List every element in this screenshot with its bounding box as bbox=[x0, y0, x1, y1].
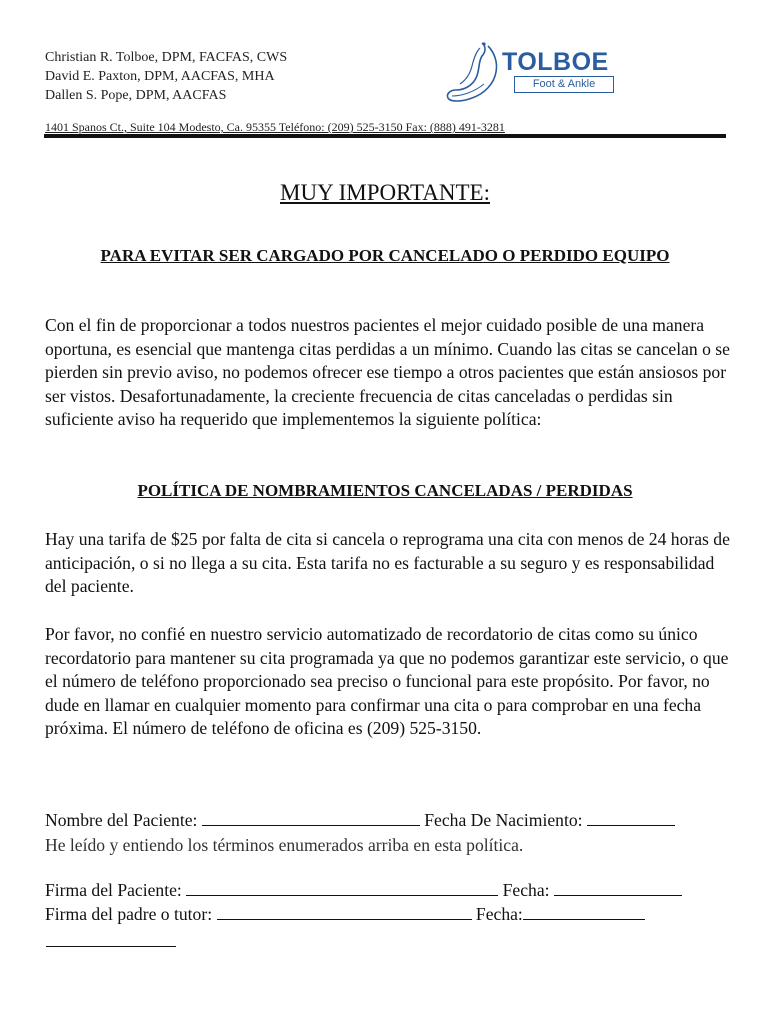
patient-signature-field[interactable] bbox=[186, 881, 498, 896]
doctor-name: Christian R. Tolboe, DPM, FACFAS, CWS bbox=[45, 50, 288, 65]
acknowledgement-text: He leído y entiendo los términos enumerados arriba en esta política. bbox=[45, 835, 524, 855]
patient-name-field[interactable] bbox=[202, 811, 420, 826]
dob-label: Fecha De Nacimiento: bbox=[424, 810, 583, 830]
logo-name: TOLBOE bbox=[502, 48, 609, 76]
doctor-name: David E. Paxton, DPM, AACFAS, MHA bbox=[45, 69, 275, 84]
guardian-signature-row bbox=[45, 904, 645, 925]
reminder-paragraph: Por favor, no confié en nuestro servicio automatizado de recordatorio de citas como su único recordatorio para mantener su cita programada ya que no podemos garantizar este servicio, o que el número de teléfono proporcionado sea preciso o funcional para este propósito. Por favor, no dude en llamar en cualquier momento para confirmar una cita o para comprobar en una fecha próxima. El número de teléfono de oficina es (209) 525-3150. bbox=[45, 624, 729, 738]
policy-heading: POLÍTICA DE NOMBRAMIENTOS CANCELADAS / PERDIDAS bbox=[137, 481, 633, 500]
date-field-2[interactable] bbox=[523, 905, 645, 920]
date-field[interactable] bbox=[554, 881, 682, 896]
patient-signature-row bbox=[45, 880, 682, 901]
patient-name-label: Nombre del Paciente: bbox=[45, 810, 198, 830]
doctor-name: Dallen S. Pope, DPM, AACFAS bbox=[45, 88, 227, 103]
guardian-signature-field[interactable] bbox=[217, 905, 472, 920]
logo-tagline: Foot & Ankle bbox=[514, 76, 614, 93]
page-title: MUY IMPORTANTE: bbox=[280, 180, 490, 205]
intro-paragraph: Con el fin de proporcionar a todos nuestros pacientes el mejor cuidado posible de una manera oportuna, es esencial que mantenga citas perdidas a un mínimo. Cuando las citas se cancelan o se pierden sin previo aviso, no podemos ofrecer ese tiempo a otros pacientes que están ansiosos por ser vistos. Desafortunadamente, la creciente frecuencia de citas canceladas o perdidas sin suficiente aviso ha requerido que implementemos la siguiente política: bbox=[45, 315, 730, 429]
header-divider bbox=[44, 134, 726, 138]
date-label-2: Fecha: bbox=[475, 904, 523, 924]
dob-field[interactable] bbox=[587, 811, 675, 826]
guardian-date-continuation-line[interactable] bbox=[46, 946, 176, 947]
foot-icon bbox=[442, 40, 502, 104]
clinic-address: 1401 Spanos Ct., Suite 104 Modesto, Ca. 95355 Teléfono: (209) 525-3150 Fax: (888) 491-3281 bbox=[45, 120, 505, 134]
page-subtitle: PARA EVITAR SER CARGADO POR CANCELADO O PERDIDO EQUIPO bbox=[100, 246, 670, 265]
clinic-logo bbox=[440, 38, 630, 106]
guardian-signature-label: Firma del padre o tutor: bbox=[45, 904, 213, 924]
fee-paragraph: Hay una tarifa de $25 por falta de cita si cancela o reprograma una cita con menos de 24 horas de anticipación, o si no llega a su cita. Esta tarifa no es facturable a su seguro y es responsabilidad del paciente. bbox=[45, 529, 730, 596]
date-label: Fecha: bbox=[502, 880, 550, 900]
doctor-list bbox=[45, 48, 287, 105]
patient-signature-label: Firma del Paciente: bbox=[45, 880, 182, 900]
patient-info-row bbox=[45, 810, 675, 831]
